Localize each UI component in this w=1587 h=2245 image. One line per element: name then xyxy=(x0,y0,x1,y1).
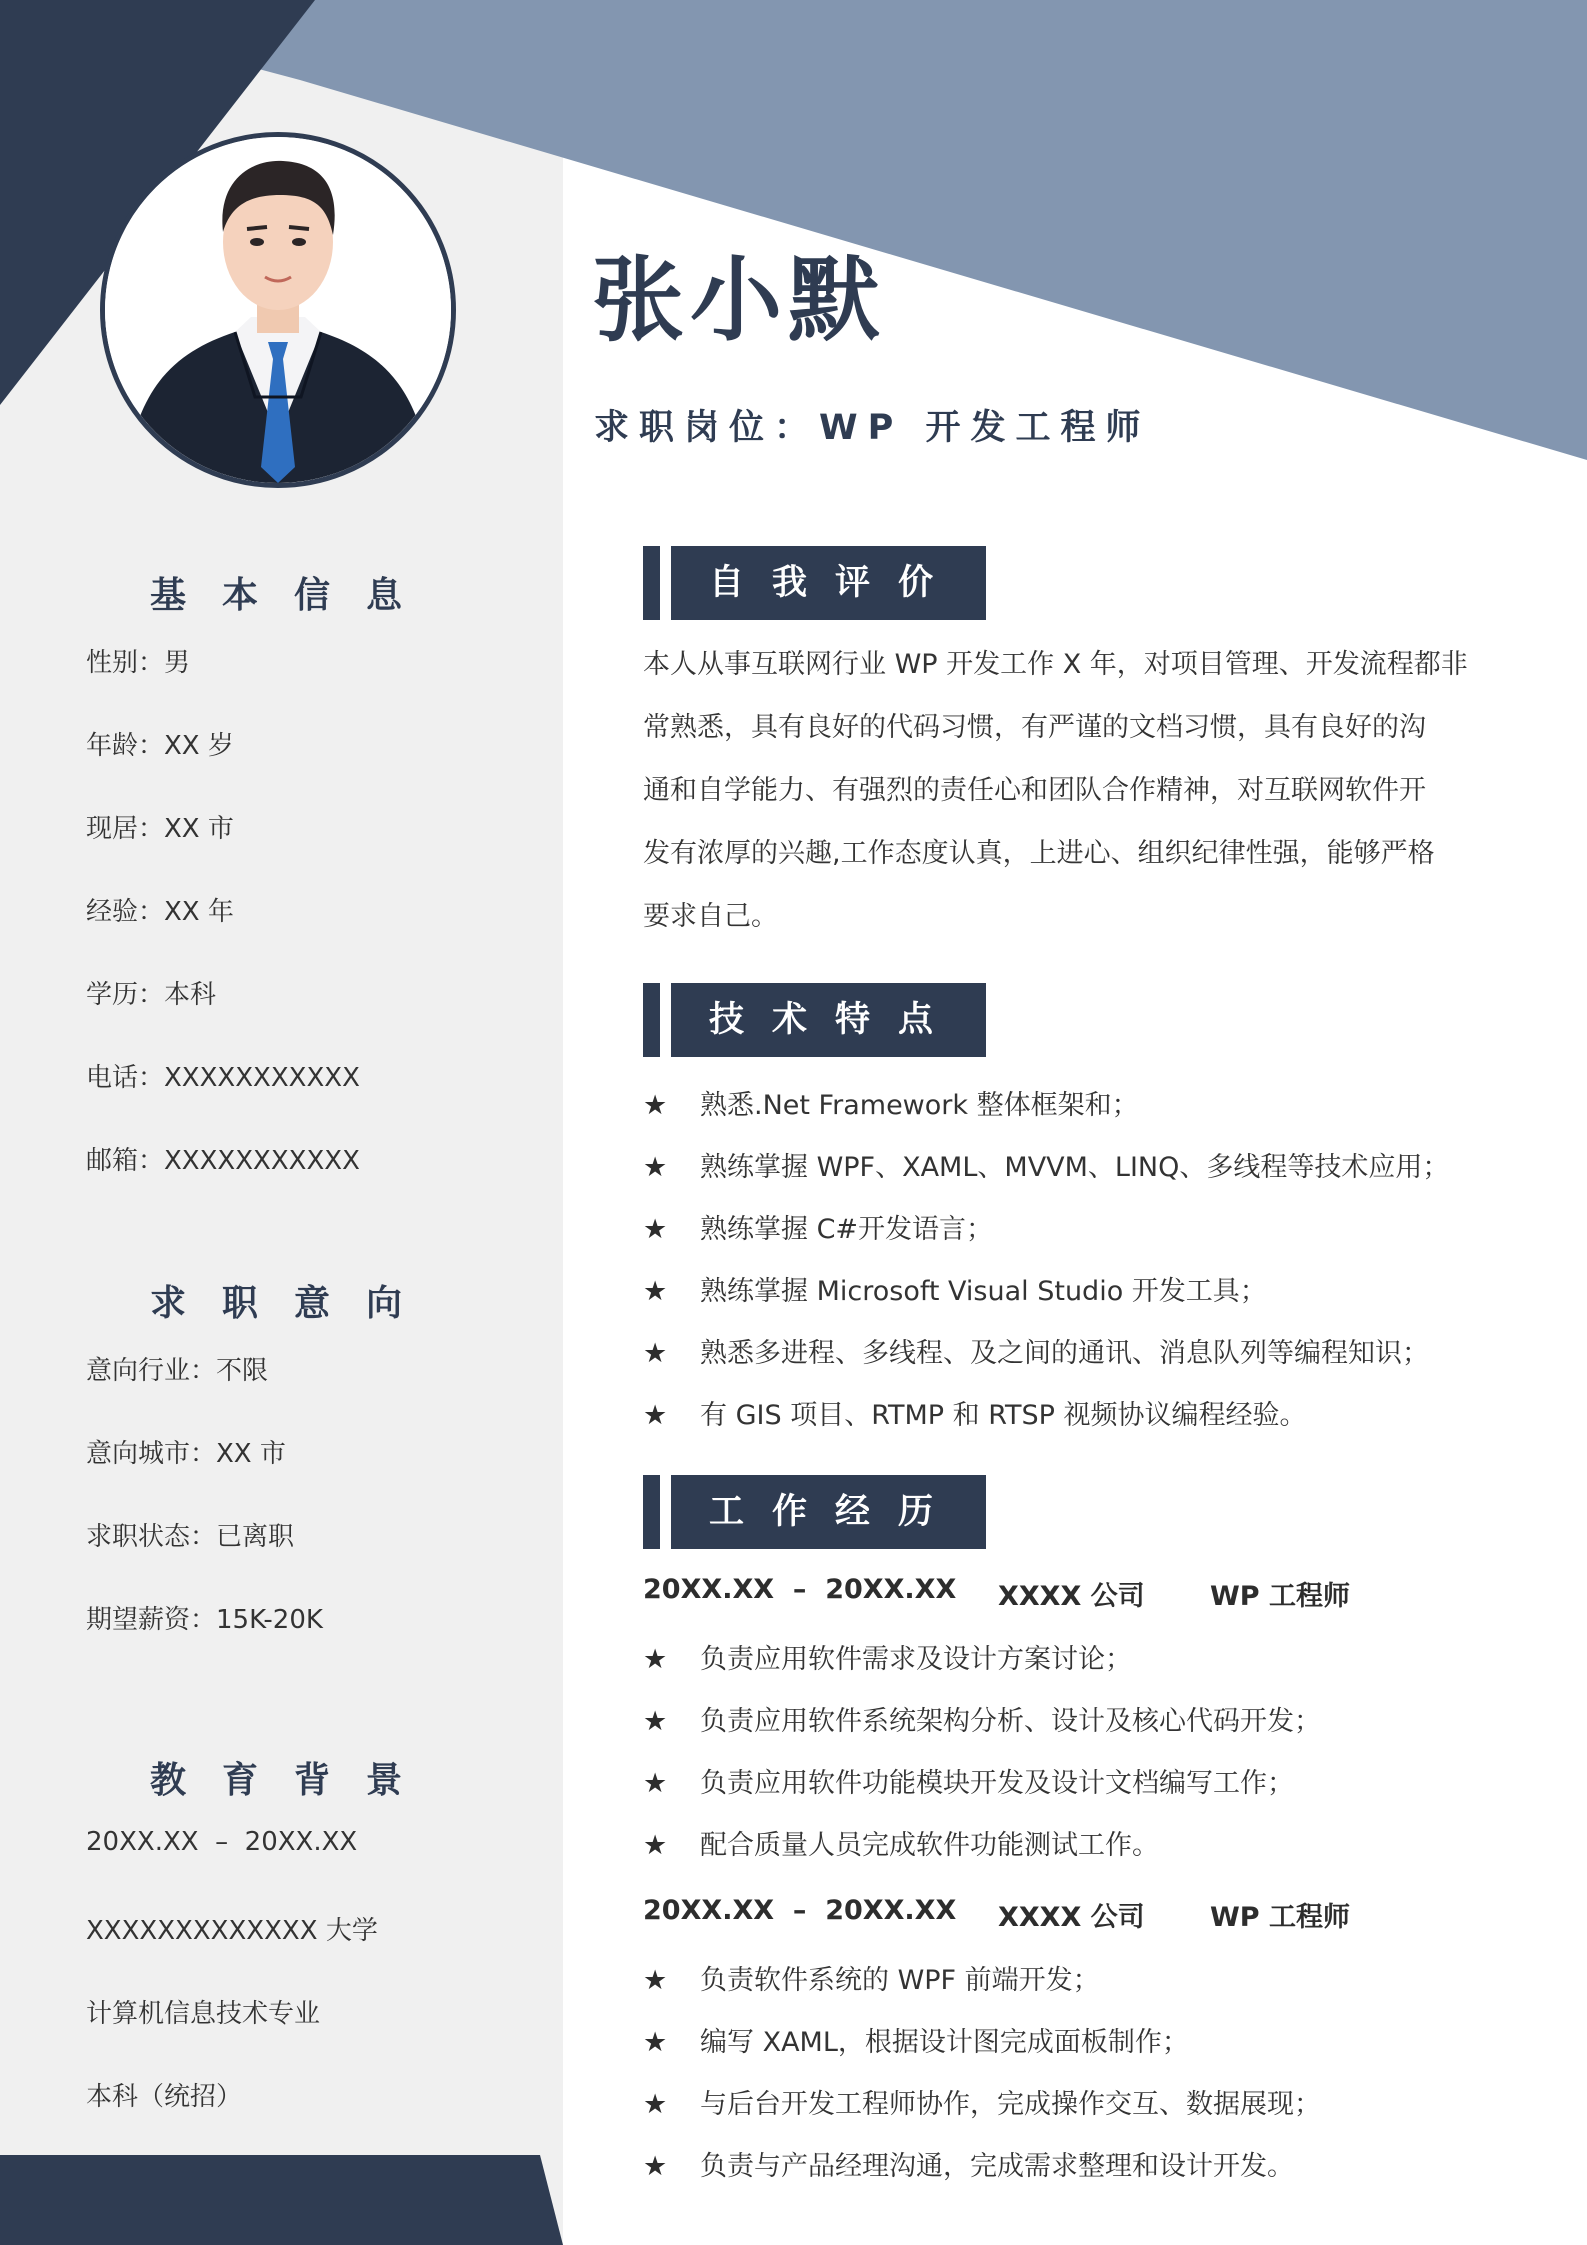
star-icon: ★ xyxy=(643,1830,668,1861)
heading-accent-bar xyxy=(643,1475,660,1549)
job-period: 20XX.XX – 20XX.XX xyxy=(643,1574,957,1605)
self-eval-line: 要求自己。 xyxy=(643,901,778,932)
basic-info-item: 经验：XX 年 xyxy=(86,897,234,927)
work-heading xyxy=(643,1475,986,1549)
self-eval-heading xyxy=(643,546,986,620)
heading-accent-bar xyxy=(643,546,660,620)
basic-info-item: 邮箱：XXXXXXXXXXX xyxy=(86,1146,360,1176)
duty-item: ★ 编写 XAML，根据设计图完成面板制作； xyxy=(643,2027,1189,2058)
candidate-name: 张小默 xyxy=(592,247,887,354)
job-period: 20XX.XX – 20XX.XX xyxy=(643,1895,957,1926)
basic-info-item: 学历：本科 xyxy=(86,980,217,1010)
duty-item: ★ 负责应用软件系统架构分析、设计及核心代码开发； xyxy=(643,1706,1321,1737)
skill-item: ★ 熟练掌握 C#开发语言； xyxy=(643,1214,994,1245)
job-summary xyxy=(643,1574,1543,1614)
star-icon: ★ xyxy=(643,2151,668,2182)
star-icon: ★ xyxy=(643,2027,668,2058)
self-eval-line: 本人从事互联网行业 WP 开发工作 X 年，对项目管理、开发流程都非 xyxy=(643,649,1468,680)
self-eval-line: 通和自学能力、有强烈的责任心和团队合作精神，对互联网软件开 xyxy=(643,775,1426,806)
duty-item: ★ 负责软件系统的 WPF 前端开发； xyxy=(643,1965,1100,1996)
education-item: XXXXXXXXXXXXX 大学 xyxy=(86,1916,378,1946)
skill-item: ★ 熟悉.Net Framework 整体框架和； xyxy=(643,1090,1139,1121)
self-eval-text xyxy=(643,633,1523,948)
basic-info-item: 电话：XXXXXXXXXXX xyxy=(86,1063,360,1093)
basic-info-item: 现居：XX 市 xyxy=(86,814,234,844)
skill-item: ★ 有 GIS 项目、RTMP 和 RTSP 视频协议编程经验。 xyxy=(643,1400,1307,1431)
intention-item: 意向城市：XX 市 xyxy=(86,1439,286,1469)
job-role: WP 工程师 xyxy=(1210,1902,1350,1933)
avatar xyxy=(100,132,456,488)
skills-heading xyxy=(643,983,986,1057)
heading-accent-bar xyxy=(643,983,660,1057)
job-role: WP 工程师 xyxy=(1210,1581,1350,1612)
duty-item: ★ 负责与产品经理沟通，完成需求整理和设计开发。 xyxy=(643,2151,1294,2182)
star-icon: ★ xyxy=(643,1276,668,1307)
intention-item: 求职状态：已离职 xyxy=(86,1522,295,1552)
self-eval-line: 常熟悉，具有良好的代码习惯，有严谨的文档习惯，具有良好的沟 xyxy=(643,712,1426,743)
duty-item: ★ 配合质量人员完成软件功能测试工作。 xyxy=(643,1830,1159,1861)
star-icon: ★ xyxy=(643,1400,668,1431)
duty-item: ★ 负责应用软件功能模块开发及设计文档编写工作； xyxy=(643,1768,1294,1799)
education-item: 20XX.XX – 20XX.XX xyxy=(86,1827,358,1857)
star-icon: ★ xyxy=(643,1644,668,1675)
star-icon: ★ xyxy=(643,2089,668,2120)
skills-heading-label: 技术特点 xyxy=(671,983,986,1057)
education-item: 本科（统招） xyxy=(86,2082,243,2112)
intention-item: 意向行业：不限 xyxy=(86,1356,269,1386)
job-company: XXXX 公司 xyxy=(998,1581,1145,1612)
intention-item: 期望薪资：15K-20K xyxy=(86,1605,323,1635)
duty-item: ★ 负责应用软件需求及设计方案讨论； xyxy=(643,1644,1132,1675)
job-summary xyxy=(643,1895,1543,1935)
intention-heading: 求职意向 xyxy=(150,1283,439,1324)
skill-item: ★ 熟练掌握 WPF、XAML、MVVM、LINQ、多线程等技术应用； xyxy=(643,1152,1450,1183)
self-eval-line: 发有浓厚的兴趣,工作态度认真，上进心、组织纪律性强，能够严格 xyxy=(643,838,1435,869)
job-company: XXXX 公司 xyxy=(998,1902,1145,1933)
basic-info-heading: 基本信息 xyxy=(150,575,439,616)
education-item: 计算机信息技术专业 xyxy=(86,1999,321,2029)
job-title: 求职岗位：WP 开发工程师 xyxy=(594,408,1151,448)
bottom-band xyxy=(0,2155,563,2245)
star-icon: ★ xyxy=(643,1152,668,1183)
star-icon: ★ xyxy=(643,1338,668,1369)
person-portrait-icon xyxy=(105,137,451,483)
star-icon: ★ xyxy=(643,1768,668,1799)
star-icon: ★ xyxy=(643,1706,668,1737)
basic-info-item: 年龄：XX 岁 xyxy=(86,731,234,761)
basic-info-item: 性别：男 xyxy=(86,648,191,678)
work-heading-label: 工作经历 xyxy=(671,1475,986,1549)
star-icon: ★ xyxy=(643,1965,668,1996)
self-eval-heading-label: 自我评价 xyxy=(671,546,986,620)
skill-item: ★ 熟练掌握 Microsoft Visual Studio 开发工具； xyxy=(643,1276,1267,1307)
star-icon: ★ xyxy=(643,1214,668,1245)
star-icon: ★ xyxy=(643,1090,668,1121)
education-heading: 教育背景 xyxy=(150,1760,439,1801)
skill-item: ★ 熟悉多进程、多线程、及之间的通讯、消息队列等编程知识； xyxy=(643,1338,1429,1369)
duty-item: ★ 与后台开发工程师协作，完成操作交互、数据展现； xyxy=(643,2089,1321,2120)
